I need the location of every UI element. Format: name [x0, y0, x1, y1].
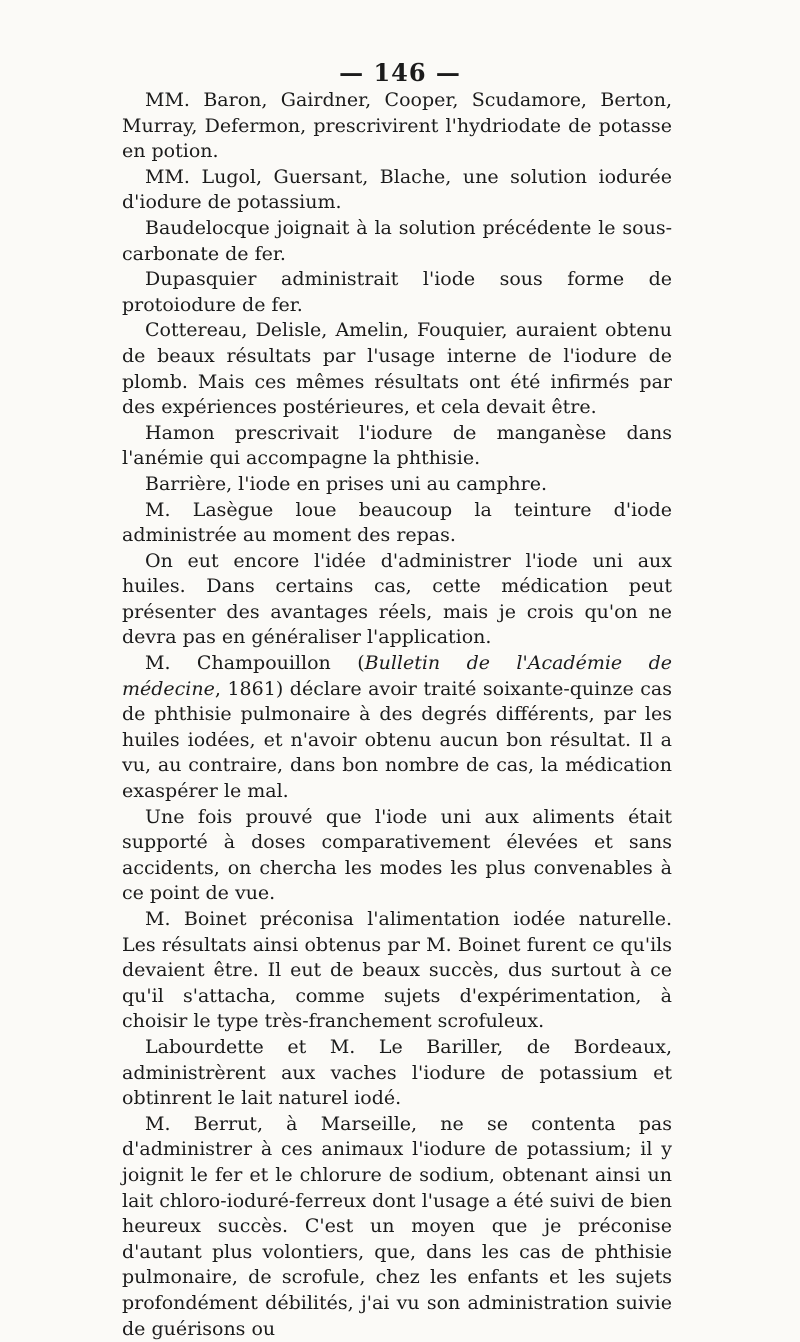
page-number: — 146 — — [339, 58, 461, 87]
paragraph: Cottereau, Delisle, Amelin, Fouquier, auraient obtenu de beaux résultats par l'usage interne de l'iodure de plomb. Mais ces mêmes résultats ont été infirmés par des expériences postérieures, et cela devait être. — [122, 319, 672, 419]
paragraph: Barrière, l'iode en prises uni au camphre. — [145, 472, 548, 495]
body-text — [122, 88, 672, 1342]
paragraph-text: M. Champouillon ( — [145, 652, 365, 675]
paragraph: MM. Lugol, Guersant, Blache, une solution iodurée d'iodure de potassium. — [122, 165, 672, 214]
paragraph: Dupasquier administrait l'iode sous forme de protoiodure de fer. — [122, 268, 672, 316]
paragraph: M. Boinet préconisa l'alimentation iodée naturelle. Les résultats ainsi obtenus par M. Boinet furent ce qu'ils devaient être. Il eut de beaux succès, dus surtout à ce qu'il s'attacha, comme sujets d'expérimentation, à choisir le type très-franchement scrofuleux. — [122, 908, 672, 1033]
journal-title: Bulletin de l'Académie de médecine — [122, 652, 672, 700]
paragraph: M. Berrut, à Marseille, ne se contenta pas d'administrer à ces animaux l'iodure de potassium; il y joignit le fer et le chlorure de sodium, obtenant ainsi un lait chloro-ioduré-ferreux dont l'usage a été suivi de bien heureux succès. C'est un moyen que je préconise d'autant plus volontiers, que, dans les cas de phthisie pulmonaire, de scrofule, chez les enfants et les sujets profondément débilités, j'ai vu son administration suivie de guérisons ou — [122, 1112, 672, 1340]
paragraph-text: , 1861) déclare avoir traité soixante-quinze cas de phthisie pulmonaire à des degrés différents, par les huiles iodées, et n'avoir obtenu aucun bon résultat. Il a vu, au contraire, dans bon nombre de cas, la médication exaspérer le mal. — [122, 677, 672, 803]
paragraph: On eut encore l'idée d'administrer l'iode uni aux huiles. Dans certains cas, cette médication peut présenter des avantages réels, mais je crois qu'on ne devra pas en généraliser l'application. — [122, 549, 672, 649]
paragraph: M. Lasègue loue beaucoup la teinture d'iode administrée au moment des repas. — [122, 498, 672, 547]
paragraph: MM. Baron, Gairdner, Cooper, Scudamore, Berton, Murray, Defermon, prescrivirent l'hydriodate de potasse en potion. — [122, 89, 672, 163]
paragraph: Hamon prescrivait l'iodure de manganèse dans l'anémie qui accompagne la phthisie. — [122, 421, 672, 470]
paragraph: Baudelocque joignait à la solution précédente le sous-carbonate de fer. — [122, 216, 672, 265]
paragraph: Une fois prouvé que l'iode uni aux aliments était supporté à doses comparativement élevées et sans accidents, on chercha les modes les plus convenables à ce point de vue. — [122, 805, 672, 905]
paragraph: Labourdette et M. Le Bariller, de Bordeaux, administrèrent aux vaches l'iodure de potassium et obtinrent le lait naturel iodé. — [122, 1035, 672, 1110]
paragraph-champouillon — [122, 651, 672, 805]
